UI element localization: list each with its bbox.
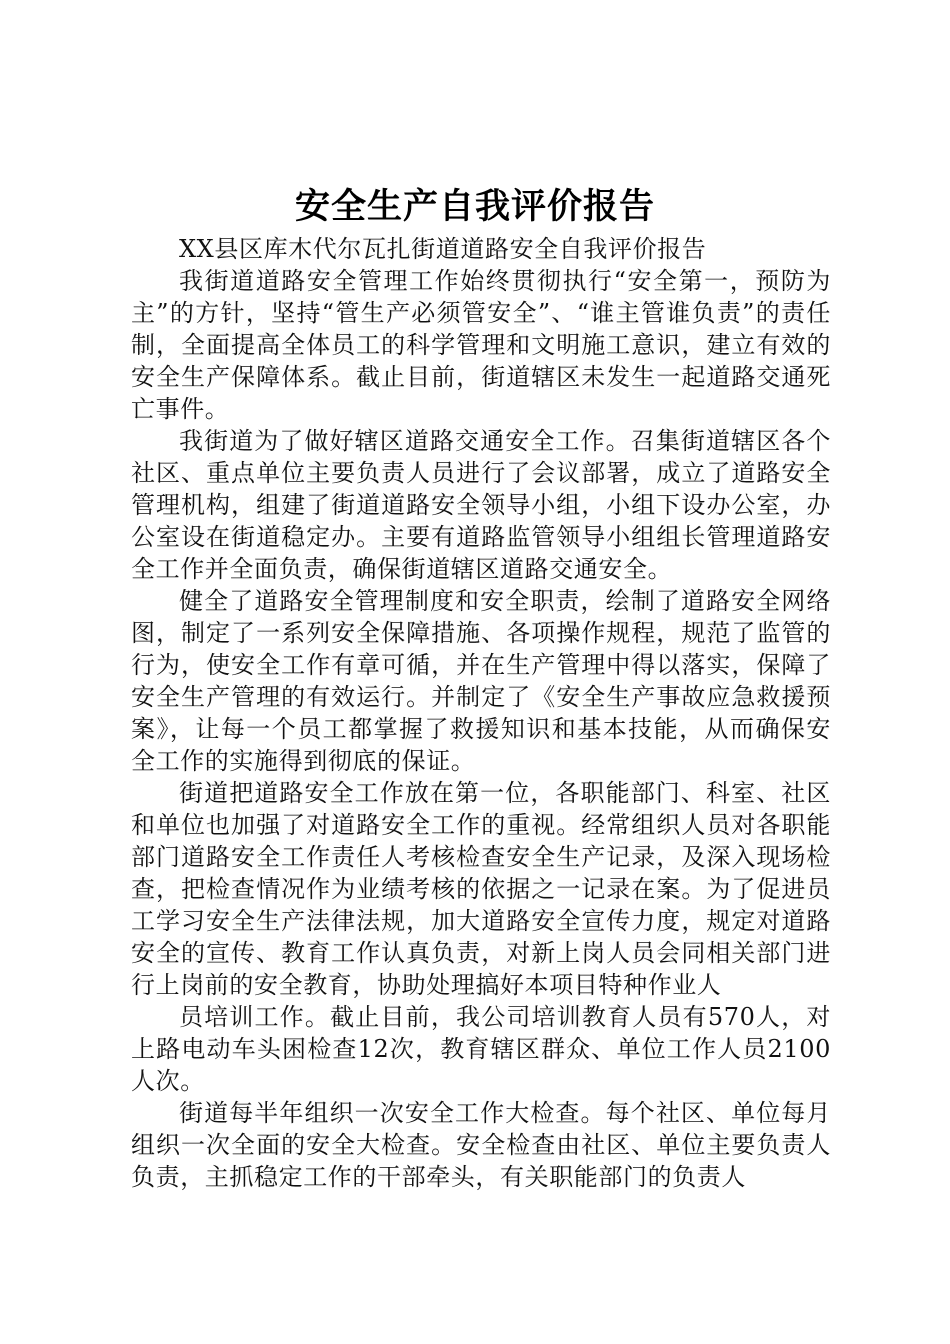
paragraph: 我街道为了做好辖区道路交通安全工作。召集街道辖区各个社区、重点单位主要负责人员进行了会议部署，成立了道路安全管理机构，组建了街道道路安全领导小组，小组下设办公室，办公室设在街道稳定办。主要有道路监管领导小组组长管理道路安全工作并全面负责，确保街道辖区道路交通安全。 xyxy=(131,427,831,583)
document-title: 安全生产自我评价报告 xyxy=(294,186,655,227)
paragraph: 街道每半年组织一次安全工作大检查。每个社区、单位每月组织一次全面的安全大检查。安全检查由社区、单位主要负责人负责，主抓稳定工作的干部牵头，有关职能部门的负责人 xyxy=(131,1099,831,1191)
document-body xyxy=(131,233,831,1193)
paragraph: 街道把道路安全工作放在第一位，各职能部门、科室、社区和单位也加强了对道路安全工作的重视。经常组织人员对各职能部门道路安全工作责任人考核检查安全生产记录，及深入现场检查，把检查情况作为业绩考核的依据之一记录在案。为了促进员工学习安全生产法律法规，加大道路安全宣传力度，规定对道路安全的宣传、教育工作认真负责，对新上岗人员会同相关部门进行上岗前的安全教育，协助处理搞好本项目特种作业人 xyxy=(131,779,831,999)
paragraph: 员培训工作。截止目前，我公司培训教育人员有570人，对上路电动车头困检查12次，教育辖区群众、单位工作人员2100人次。 xyxy=(131,1003,831,1095)
paragraph: 我街道道路安全管理工作始终贯彻执行“安全第一，预防为主”的方针，坚持“管生产必须管安全”、“谁主管谁负责”的责任制，全面提高全体员工的科学管理和文明施工意识，建立有效的安全生产保障体系。截止目前，街道辖区未发生一起道路交通死亡事件。 xyxy=(131,267,831,423)
paragraph: 健全了道路安全管理制度和安全职责，绘制了道路安全网络图，制定了一系列安全保障措施、各项操作规程，规范了监管的行为，使安全工作有章可循，并在生产管理中得以落实，保障了安全生产管理的有效运行。并制定了《安全生产事故应急救援预案》，让每一个员工都掌握了救援知识和基本技能，从而确保安全工作的实施得到彻底的保证。 xyxy=(131,587,831,775)
document-subtitle: XX县区库木代尔瓦扎街道道路安全自我评价报告 xyxy=(179,235,707,263)
